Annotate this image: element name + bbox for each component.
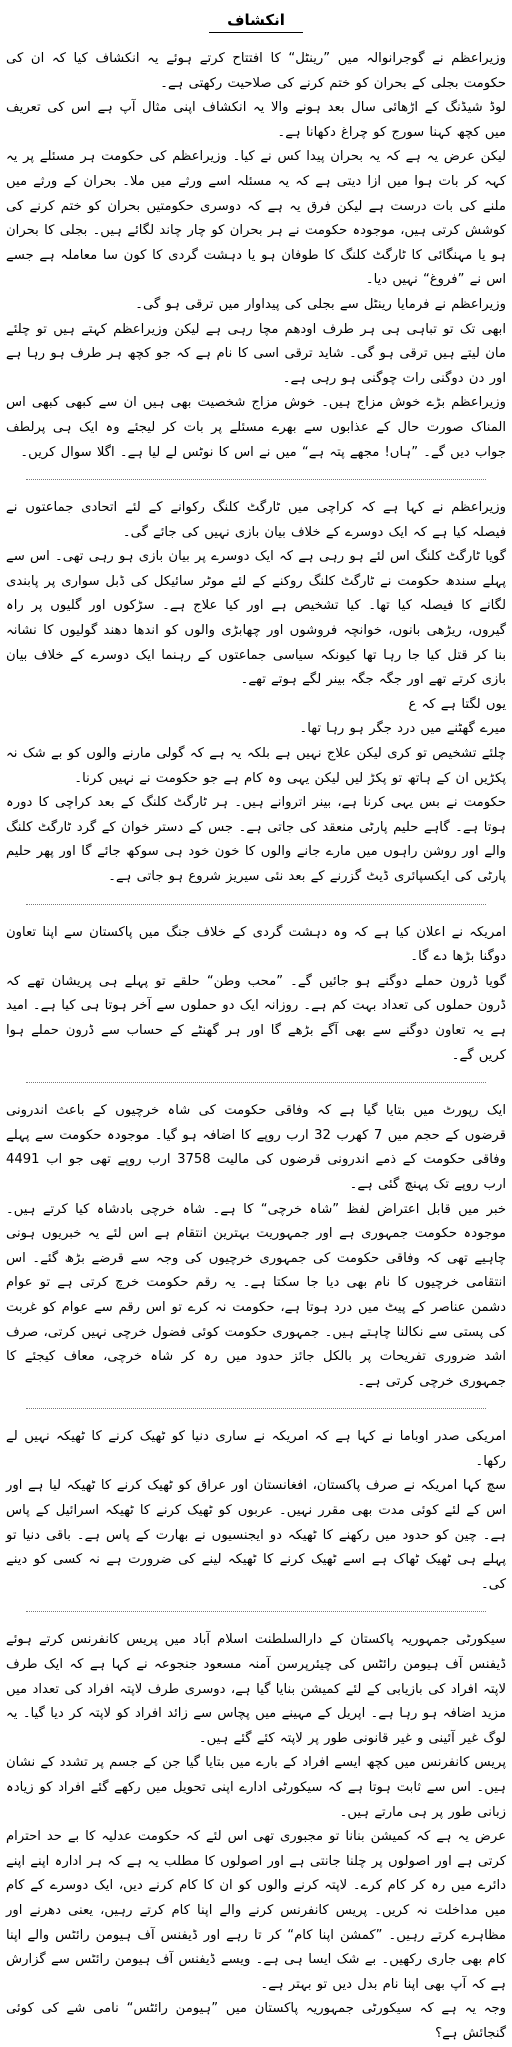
paragraph: وزیراعظم نے فرمایا رینٹل سے بجلی کی پیداوار میں ترقی ہو گی۔	[135, 296, 506, 312]
section-1	[6, 47, 506, 465]
paragraph: ابھی تک تو تباہی ہی ہر طرف اودھم مچا رہی ہے لیکن وزیراعظم کہتے ہیں تو چلئے مان لیتے ہیں ترقی ہو گی۔ شاید ترقی اسی کا نام ہے کہ جو کچھ ہر طرف ہو رہا ہے اور دن دوگنی رات چوگنی ہو رہی ہے۔	[6, 321, 506, 386]
paragraph: میرے گھٹنے میں درد جگر ہو رہا تھا۔	[299, 721, 506, 737]
section-3	[6, 921, 506, 1069]
paragraph: وجہ یہ ہے کہ سیکورٹی جمہوریہ پاکستان میں ”ہیومن رائٹس“ نامی شے کی کوئی گنجائش ہے؟	[6, 2001, 506, 2041]
section-divider	[26, 1611, 486, 1612]
section-divider	[26, 1082, 486, 1083]
paragraph: امریکی صدر اوباما نے کہا ہے کہ امریکہ نے ساری دنیا کو ٹھیک کرنے کا ٹھیکہ نہیں لے رکھا۔	[6, 1429, 506, 1469]
paragraph: وزیراعظم نے گوجرانوالہ میں ”رینٹل“ کا افتتاح کرتے ہوئے یہ انکشاف کیا کہ ان کی حکومت بجلی کے بحران کو ختم کرنے کی صلاحیت رکھتی ہے۔	[6, 51, 506, 91]
paragraph: پریس کانفرنس میں کچھ ایسے افراد کے بارے میں بتایا گیا جن کے جسم پر تشدد کے نشان ہیں۔ اس سے ثابت ہوتا ہے کہ سیکورٹی ادارے اپنی تحویل میں رکھے گئے افراد کو زیادہ زبانی طور پر ہی مارتے ہیں۔	[6, 1755, 506, 1820]
section-divider	[26, 904, 486, 905]
paragraph: سچ کہا امریکہ نے صرف پاکستان، افغانستان اور عراق کو ٹھیک کرنے کا ٹھیکہ لیا ہے اور اس کے لئے کوئی مدت بھی مقرر نہیں۔ عربوں کو ٹھیک کرنے کا ٹھیکہ اسرائیل کے پاس ہے۔ چین کو حدود میں رکھنے کا ٹھیکہ دو ایجنسیوں نے بھارت کے پاس ہے۔ باقی دنیا تو پہلے ہی ٹھیک ٹھاک ہے اسے ٹھیک کرنے کا ٹھیکہ لینے کی ضرورت ہے نہ کسی کو دینے کی۔	[6, 1478, 506, 1592]
paragraph: وزیراعظم بڑے خوش مزاج ہیں۔ خوش مزاج شخصیت بھی ہیں ان سے کبھی کبھی اس المناک صورت حال کے عذابوں سے بھرے مسئلے پر بات کر لیجئے وہ ایک ہی پرلطف جواب دیں گے۔ ”ہاں! مجھے پتہ ہے“ میں نے اس کا نوٹس لے لیا ہے۔ اگلا سوال کریں۔	[6, 395, 506, 460]
paragraph: لوڈ شیڈنگ کے اڑھائی سال بعد ہونے والا یہ انکشاف اپنی مثال آپ ہے اس کی تعریف میں کچھ کہنا سورج کو چراغ دکھانا ہے۔	[6, 100, 506, 140]
paragraph: حکومت نے بس یہی کرنا ہے، بینر اتروانے ہیں۔ ہر ٹارگٹ کلنگ کے بعد کراچی کا دورہ ہوتا ہے۔ گاہے حلیم پارٹی منعقد کی جاتی ہے۔ جس کے دستر خوان کے گرد ٹارگٹ کلنگ والے اور روشن راہوں میں مارے جانے والوں کا خون خود ہی سوکھ جائے گا اور پھر حلیم پارٹی کی ایکسپائری ڈیٹ گزرنے کے بعد نئی سیریز شروع ہو جاتی ہے۔	[6, 795, 506, 884]
paragraph: یوں لگتا ہے کہ ع	[408, 696, 506, 712]
paragraph: لیکن عرض یہ ہے کہ یہ بحران پیدا کس نے کیا۔ وزیراعظم کی حکومت ہر مسئلے پر یہ کہہ کر بات ہوا میں ازا دیتی ہے کہ یہ مسئلہ اسے ورثے میں ملا۔ بحران کے ورثے میں ملنے کی بات درست ہے لیکن فرق یہ ہے کہ دوسری حکومتیں بحران کو ختم کرنے کی کوشش کرتی ہیں، موجودہ حکومت نے ہر بحران کو چار چاند لگائے ہیں۔ بجلی کا بحران ہو یا مہنگائی کا ٹارگٹ کلنگ کا طوفان ہو یا دہشت گردی کا کون سا معاملہ ہے جسے اس نے ”فروغ“ نہیں دیا۔	[6, 149, 506, 288]
paragraph: خبر میں قابل اعتراض لفظ ”شاہ خرچی“ کا ہے۔ شاہ خرچی بادشاہ کیا کرتے ہیں۔ موجودہ حکومت جمہوری ہے اور جمہوریت بہترین انتقام ہے اس لئے یہ خبریوں ہونی چاہیے تھی کہ وفاقی حکومت کی جمہوری خرچیوں کی وجہ سے قرضے بڑھ گئے۔ اس انتقامی خرچیوں کا نام بھی دیا جا سکتا ہے۔ یہ رقم حکومت خرچ کرتی ہے تو عوام دشمن عناصر کے پیٹ میں درد ہوتا ہے، حکومت نہ کرے تو اس رقم سے عوام کو غربت کی پستی سے نکالنا چاہتے ہیں۔ جمہوری حکومت کوئی فضول خرچی نہیں کرتی، صرف اشد ضروری تفریحات پر بالکل جائز حدود میں رہ کر شاہ خرچی، معاف کیجئے کا جمہوری خرچی کرتی ہے۔	[6, 1201, 506, 1389]
section-divider	[26, 479, 486, 480]
section-2	[6, 496, 506, 890]
column-title: انکشاف	[209, 11, 303, 33]
paragraph: چلئے تشخیص تو کری لیکن علاج نہیں ہے بلکہ یہ ہے کہ گولی مارنے والوں کو بے شک نہ پکڑیں ان کے ہاتھ تو پکڑ لیں لیکن یہی وہ کام ہے جو حکومت نے نہیں کرنا۔	[6, 746, 506, 786]
paragraph: سیکورٹی جمہوریہ پاکستان کے دارالسلطنت اسلام آباد میں پریس کانفرنس کرتے ہوئے ڈیفنس آف ہیومن رائٹس کی چیئرپرسن آمنہ مسعود جنجوعہ نے کہا ہے کہ ایک طرف لاپتہ افراد کی بازیابی کے لئے کمیشن بنایا گیا ہے، دوسری طرف لاپتہ افراد کی تعداد میں مزید اضافہ ہو رہا ہے۔ اپریل کے مہینے میں پچاس سے زائد افراد کو لاپتہ کر دیا گیا۔ یہ لوگ غیر آئینی و غیر قانونی طور پر لاپتہ کئے گئے ہیں۔	[6, 1632, 506, 1746]
section-4	[6, 1099, 506, 1394]
paragraph: وزیراعظم نے کہا ہے کہ کراچی میں ٹارگٹ کلنگ رکوانے کے لئے اتحادی جماعتوں نے فیصلہ کیا ہے کہ ایک دوسرے کے خلاف بیان بازی نہیں کی جائے گی۔	[6, 500, 506, 540]
paragraph: گویا ٹارگٹ کلنگ اس لئے ہو رہی ہے کہ ایک دوسرے پر بیان بازی ہو رہی تھی۔ اس سے پہلے سندھ حکومت نے ٹارگٹ کلنگ روکنے کے لئے موٹر سائیکل کی ڈبل سواری پر پابندی لگانے کا فیصلہ کیا تھا۔ کیا تشخیص ہے اور کیا علاج ہے۔ سڑکوں اور گلیوں پر راہ گیروں، ریڑھی بانوں، خوانچہ فروشوں اور چھابڑی والوں کو اندھا دھند گولیوں کا نشانہ بنا کر قتل کیا جا رہا تھا کیونکہ سیاسی جماعتوں کے رہنما ایک دوسرے کے خلاف بیان بازی کرتے تھے اور جگہ جگہ بینر لگے ہوتے تھے۔	[6, 549, 506, 688]
section-6	[6, 1628, 506, 2046]
paragraph: عرض یہ ہے کہ کمیشن بنانا تو مجبوری تھی اس لئے کہ حکومت عدلیہ کا بے حد احترام کرتی ہے اور اصولوں پر چلنا جانتی ہے اور اصولوں کا مطلب یہ ہے کہ ہر ادارہ اپنے اپنے دائرے میں رہ کر کام کرے۔ لاپتہ کرنے والوں کو ان کا کام کرنے دیں، ایک دوسرے کے کام میں مداخلت نہ کریں۔ پریس کانفرنس کرنے والے اپنا کام کرتے رہیں، یعنی دھرنے اور مظاہرے کرتے رہیں۔ ”کمشن اپنا کام“ کر تا رہے اور ڈیفنس آف ہیومن رائٹس والے اپنا کام بھی جاری رکھیں۔ بے شک ایسا ہی ہے۔ ویسے ڈیفنس آف ہیومن رائٹس سے گزارش ہے کہ آپ بھی اپنا نام بدل دیں تو بہتر ہے۔	[6, 1829, 506, 1992]
section-divider	[26, 1408, 486, 1409]
section-5	[6, 1425, 506, 1597]
title-wrap	[6, 10, 506, 33]
paragraph: گویا ڈرون حملے دوگنے ہو جائیں گے۔ ”محب وطن“ حلقے تو پہلے ہی پریشان تھے کہ ڈرون حملوں کی تعداد بہت کم ہے۔ روزانہ ایک دو حملوں سے آخر ہوتا ہی کیا ہے۔ امید ہے یہ تعاون دوگنے سے بھی آگے بڑھے گا اور ہر گھنٹے کے حساب سے ڈرون حملے ہوا کریں گے۔	[6, 973, 506, 1063]
paragraph: ایک رپورٹ میں بتایا گیا ہے کہ وفاقی حکومت کی شاہ خرچیوں کے باعث اندرونی قرضوں کے حجم میں 7 کھرب 32 ارب روپے کا اضافہ ہو گیا۔ موجودہ حکومت سے پہلے وفاقی حکومت کے ذمے اندرونی قرضوں کی مالیت 3758 ارب روپے تھی جو اب 4491 ارب روپے تک پہنچ گئی ہے۔	[6, 1103, 507, 1192]
paragraph: امریکہ نے اعلان کیا ہے کہ وہ دہشت گردی کے خلاف جنگ میں پاکستان سے اپنا تعاون دوگنا بڑھا دے گا۔	[6, 924, 506, 965]
